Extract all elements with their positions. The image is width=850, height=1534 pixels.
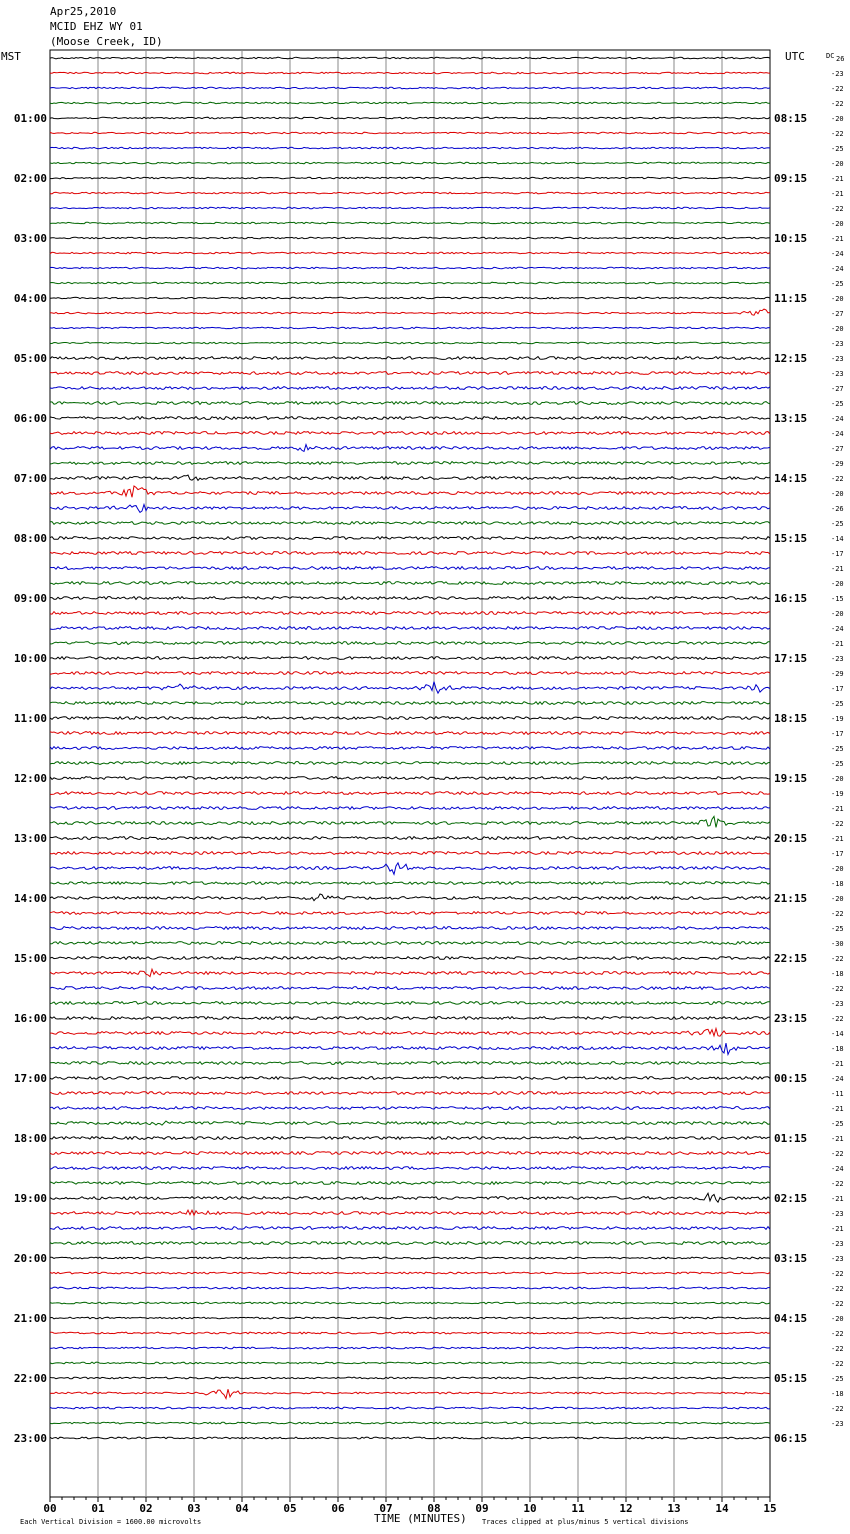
seismic-trace [50,894,770,901]
seismic-trace [50,102,770,104]
x-tick-label: 12 [619,1502,633,1515]
dc-offset-label: -22 [831,1180,844,1188]
dc-offset-label: -23 [831,1420,844,1428]
hour-label-mst: 18:00 [13,1132,47,1145]
hour-label-utc: 02:15 [774,1192,808,1205]
x-tick-label: 10 [523,1502,537,1515]
seismic-trace [50,747,770,750]
hour-label-utc: 15:15 [774,532,808,545]
dc-offset-label: -22 [831,1270,844,1278]
dc-offset-label: -23 [831,70,844,78]
x-tick-label: 13 [667,1502,681,1515]
seismic-trace [50,882,770,885]
seismic-trace [50,1302,770,1304]
seismic-trace [50,612,770,615]
hour-label-mst: 04:00 [13,292,47,305]
hour-label-utc: 06:15 [774,1432,808,1445]
station-name: MCID EHZ WY 01 [50,20,143,33]
seismic-trace [50,147,770,149]
hour-label-mst: 23:00 [13,1432,47,1445]
seismic-trace [50,1077,770,1080]
seismic-trace [50,1272,770,1274]
dc-offset-label: -11 [831,1090,844,1098]
dc-offset-label: -25 [831,400,844,408]
dc-offset-label: -20 [831,325,844,333]
seismic-trace [50,342,770,344]
dc-offset-label: -25 [831,700,844,708]
seismic-trace [50,792,770,795]
dc-offset-label: -17 [831,550,844,558]
seismic-trace [50,537,770,540]
hour-label-utc: 05:15 [774,1372,808,1385]
seismic-trace [50,432,770,435]
dc-offset-label: -23 [831,370,844,378]
dc-offset-label: -20 [831,115,844,123]
dc-offset-label: -20 [831,775,844,783]
seismic-trace [50,672,770,675]
seismic-trace [50,717,770,720]
dc-offset-label: -22 [831,1345,844,1353]
seismic-trace [50,505,770,513]
seismic-trace [50,177,770,179]
seismic-trace [50,462,770,465]
dc-offset-label: -14 [831,535,844,543]
right-timezone-label: UTC [785,50,805,63]
hour-label-utc: 08:15 [774,112,808,125]
seismic-trace [50,987,770,990]
dc-offset-label: -27 [831,385,844,393]
hour-label-mst: 16:00 [13,1012,47,1025]
x-tick-label: 04 [235,1502,249,1515]
dc-offset-label: -20 [831,220,844,228]
seismic-trace [50,237,770,239]
seismic-trace [50,732,770,735]
seismic-trace [50,702,770,705]
hour-label-utc: 03:15 [774,1252,808,1265]
hour-label-mst: 11:00 [13,712,47,725]
dc-offset-label: -20 [831,160,844,168]
seismic-trace [50,777,770,780]
hour-label-utc: 10:15 [774,232,808,245]
dc-offset-label: -24 [831,265,844,273]
seismic-trace [50,1422,770,1424]
hour-label-mst: 12:00 [13,772,47,785]
dc-offset-label: -21 [831,565,844,573]
hour-label-utc: 18:15 [774,712,808,725]
dc-offset-label: -22 [831,1285,844,1293]
x-axis-label: TIME (MINUTES) [374,1512,467,1525]
x-tick-label: 15 [763,1502,777,1515]
seismic-trace [50,863,770,874]
seismic-trace [50,807,770,810]
hour-label-utc: 12:15 [774,352,808,365]
hour-label-mst: 20:00 [13,1252,47,1265]
dc-offset-label: -21 [831,1195,844,1203]
seismic-trace [50,267,770,269]
seismic-trace [50,445,770,452]
x-tick-label: 00 [43,1502,57,1515]
station-location: (Moose Creek, ID) [50,35,163,48]
dc-offset-label: -21 [831,1135,844,1143]
dc-offset-label: -22 [831,1360,844,1368]
hour-label-mst: 15:00 [13,952,47,965]
dc-offset-label: -22 [831,1015,844,1023]
x-tick-label: 14 [715,1502,729,1515]
dc-offset-label: -17 [831,850,844,858]
seismic-trace [50,1152,770,1155]
hour-label-mst: 06:00 [13,412,47,425]
dc-offset-label: -22 [831,475,844,483]
seismic-trace [50,387,770,390]
seismic-trace [50,1043,770,1054]
dc-offset-label: -20 [831,610,844,618]
hour-label-utc: 04:15 [774,1312,808,1325]
seismic-trace [50,852,770,855]
seismic-trace [50,486,770,497]
seismic-trace [50,642,770,645]
dc-offset-label: -20 [831,865,844,873]
dc-offset-label: -25 [831,745,844,753]
seismic-trace [50,162,770,164]
seismic-trace [50,207,770,209]
seismic-trace [50,327,770,329]
dc-offset-label: -23 [831,1255,844,1263]
dc-offset-label: 26 [836,55,845,63]
seismic-trace [50,567,770,570]
seismic-trace [50,597,770,600]
dc-offset-label: -19 [831,715,844,723]
dc-offset-label: -25 [831,520,844,528]
seismic-trace [50,1317,770,1319]
dc-offset-label: -27 [831,310,844,318]
hour-label-utc: 11:15 [774,292,808,305]
seismic-trace [50,282,770,284]
dc-offset-label: -22 [831,985,844,993]
dc-offset-label: -21 [831,640,844,648]
dc-offset-label: -22 [831,1300,844,1308]
dc-offset-label: -27 [831,445,844,453]
hour-label-utc: 14:15 [774,472,808,485]
x-tick-label: 09 [475,1502,489,1515]
seismic-trace [50,87,770,89]
scale-note: Each Vertical Division = 1600.00 microvolts [20,1518,202,1526]
dc-offset-label: -21 [831,1105,844,1113]
seismic-trace [50,1257,770,1259]
dc-offset-label: -22 [831,85,844,93]
dc-offset-label: -18 [831,1390,844,1398]
hour-label-mst: 07:00 [13,472,47,485]
dc-offset-label: -18 [831,880,844,888]
hour-label-mst: 08:00 [13,532,47,545]
hour-label-mst: 21:00 [13,1312,47,1325]
seismic-trace [50,1287,770,1289]
dc-offset-label: -25 [831,280,844,288]
dc-offset-label: -29 [831,670,844,678]
seismic-trace [50,1092,770,1095]
seismic-trace [50,57,770,59]
dc-offset-label: -24 [831,415,844,423]
dc-offset-label: -15 [831,595,844,603]
dc-offset-label: -20 [831,295,844,303]
seismic-trace [50,1137,770,1140]
station-date: Apr25,2010 [50,5,117,18]
seismic-trace [50,1107,770,1110]
x-tick-label: 01 [91,1502,105,1515]
x-tick-label: 03 [187,1502,201,1515]
seismic-trace [50,252,770,254]
x-tick-label: 11 [571,1502,585,1515]
dc-offset-label: -22 [831,130,844,138]
seismic-trace [50,957,770,960]
hour-label-mst: 22:00 [13,1372,47,1385]
dc-offset-label: -29 [831,460,844,468]
seismic-trace [50,837,770,840]
hour-label-utc: 17:15 [774,652,808,665]
dc-offset-label: -23 [831,1240,844,1248]
hour-label-mst: 09:00 [13,592,47,605]
seismic-trace [50,1437,770,1439]
hour-label-utc: 16:15 [774,592,808,605]
seismic-trace [50,297,770,299]
hour-label-utc: 20:15 [774,832,808,845]
dc-offset-label: -25 [831,925,844,933]
dc-offset-label: -22 [831,955,844,963]
seismic-trace [50,682,770,694]
seismic-trace [50,402,770,405]
x-tick-label: 08 [427,1502,441,1515]
left-timezone-label: MST [1,50,21,63]
dc-offset-label: -21 [831,805,844,813]
dc-offset-label: -21 [831,835,844,843]
seismic-trace [50,552,770,555]
seismic-trace [50,1377,770,1379]
seismic-trace [50,1029,770,1037]
dc-offset-label: -24 [831,250,844,258]
seismic-trace [50,816,770,827]
dc-offset-label: -24 [831,1075,844,1083]
dc-offset-label: -18 [831,970,844,978]
seismic-trace [50,72,770,74]
hour-label-utc: 19:15 [774,772,808,785]
dc-offset-label: -21 [831,235,844,243]
x-tick-label: 05 [283,1502,297,1515]
dc-offset-label: -23 [831,1210,844,1218]
seismic-trace [50,969,770,976]
seismic-trace [50,1332,770,1334]
seismic-trace [50,942,770,945]
dc-offset-label: -21 [831,175,844,183]
dc-offset-label: -20 [831,580,844,588]
seismic-trace [50,927,770,930]
dc-offset-label: -24 [831,1165,844,1173]
dc-offset-label: -25 [831,1375,844,1383]
seismic-trace [50,192,770,194]
hour-label-mst: 05:00 [13,352,47,365]
dc-offset-label: -20 [831,1315,844,1323]
seismic-trace [50,372,770,375]
seismic-trace [50,1002,770,1005]
seismic-trace [50,1407,770,1409]
dc-offset-label: -23 [831,1000,844,1008]
hour-label-utc: 13:15 [774,412,808,425]
dc-offset-label: -22 [831,910,844,918]
dc-offset-label: -22 [831,1330,844,1338]
dc-offset-label: -21 [831,1225,844,1233]
seismic-trace [50,1167,770,1170]
x-tick-label: 06 [331,1502,345,1515]
hour-label-utc: 09:15 [774,172,808,185]
hour-label-mst: 01:00 [13,112,47,125]
hour-label-mst: 17:00 [13,1072,47,1085]
seismic-trace [50,117,770,119]
seismic-trace [50,417,770,420]
dc-offset-label: -17 [831,730,844,738]
seismic-trace [50,1017,770,1020]
dc-offset-label: -22 [831,205,844,213]
hour-label-mst: 19:00 [13,1192,47,1205]
dc-offset-label: -22 [831,1150,844,1158]
hour-label-mst: 03:00 [13,232,47,245]
seismic-trace [50,1062,770,1065]
seismic-trace [50,222,770,224]
dc-offset-label: -25 [831,145,844,153]
dc-offset-label: -21 [831,190,844,198]
dc-offset-label: -20 [831,490,844,498]
hour-label-utc: 21:15 [774,892,808,905]
seismic-trace [50,132,770,134]
seismic-trace [50,1210,770,1215]
seismic-trace [50,1227,770,1230]
seismic-trace [50,475,770,480]
dc-offset-label: -21 [831,1060,844,1068]
hour-label-mst: 14:00 [13,892,47,905]
seismic-trace [50,582,770,585]
hour-label-mst: 10:00 [13,652,47,665]
dc-label: DC [826,52,835,60]
dc-offset-label: -22 [831,100,844,108]
seismic-trace [50,1362,770,1364]
dc-offset-label: -22 [831,1405,844,1413]
seismic-trace [50,1347,770,1349]
dc-offset-label: -24 [831,430,844,438]
hour-label-utc: 22:15 [774,952,808,965]
dc-offset-label: -14 [831,1030,844,1038]
dc-offset-label: -23 [831,340,844,348]
dc-offset-label: -23 [831,355,844,363]
x-tick-label: 02 [139,1502,153,1515]
dc-offset-label: -19 [831,790,844,798]
seismic-trace [50,627,770,630]
dc-offset-label: -18 [831,1045,844,1053]
seismic-trace [50,912,770,915]
seismic-trace [50,762,770,765]
dc-offset-label: -25 [831,760,844,768]
hour-label-utc: 23:15 [774,1012,808,1025]
hour-label-utc: 01:15 [774,1132,808,1145]
hour-label-mst: 02:00 [13,172,47,185]
dc-offset-label: -25 [831,1120,844,1128]
dc-offset-label: -23 [831,655,844,663]
seismic-trace [50,357,770,360]
dc-offset-label: -17 [831,685,844,693]
clip-note: Traces clipped at plus/minus 5 vertical divisions [482,1518,689,1526]
seismic-trace [50,1121,770,1125]
dc-offset-label: -26 [831,505,844,513]
seismic-trace [50,1242,770,1245]
hour-label-mst: 13:00 [13,832,47,845]
seismic-trace [50,522,770,525]
hour-label-utc: 00:15 [774,1072,808,1085]
dc-offset-label: -24 [831,625,844,633]
seismic-trace [50,1389,770,1398]
dc-offset-label: -20 [831,895,844,903]
dc-offset-label: -30 [831,940,844,948]
seismic-trace [50,309,770,315]
seismic-trace [50,657,770,660]
dc-offset-label: -22 [831,820,844,828]
x-tick-label: 07 [379,1502,393,1515]
seismic-trace [50,1193,770,1202]
seismic-trace [50,1182,770,1185]
